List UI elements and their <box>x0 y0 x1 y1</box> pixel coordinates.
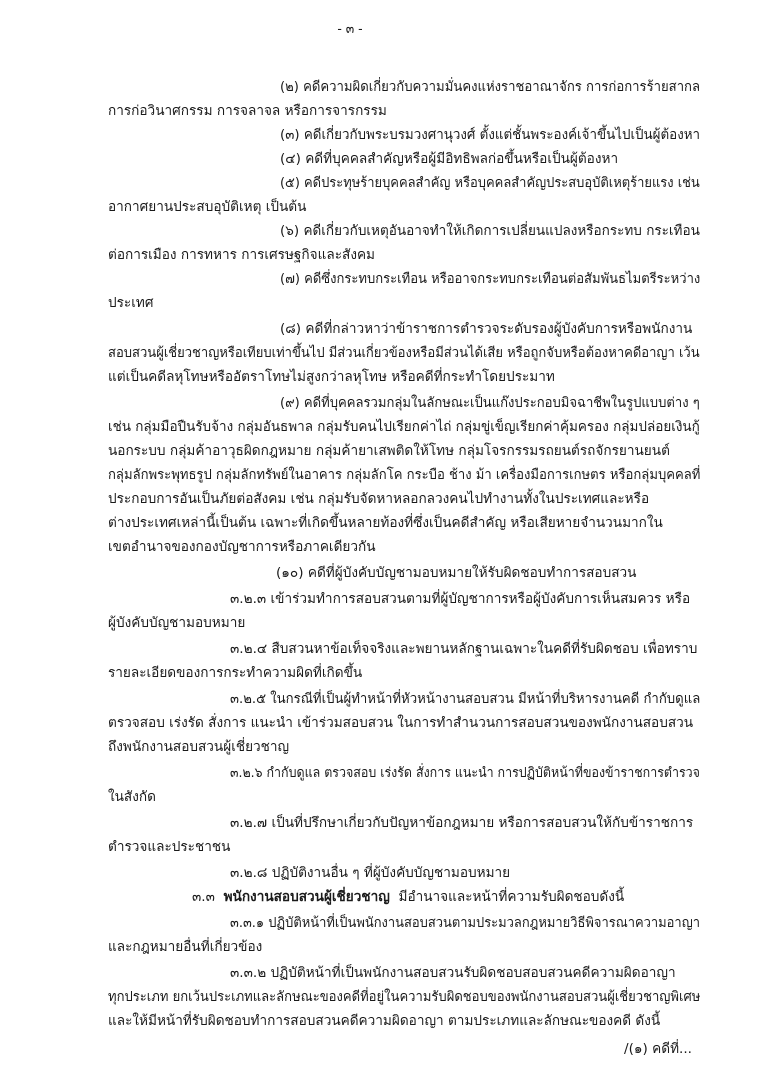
paragraph-line: ๓.๒.๘ ปฏิบัติงานอื่น ๆ ที่ผู้บังคับบัญชามอบหมาย <box>230 865 511 881</box>
section-title-rest: มีอำนาจและหน้าที่ความรับผิดชอบดังนี้ <box>398 889 625 905</box>
paragraph-line: ตำรวจและประชาชน <box>108 839 231 855</box>
paragraph-line: ต่างประเทศเหล่านี้เป็นต้น เฉพาะที่เกิดขึ้นหลายท้องที่ซึ่งเป็นคดีสำคัญ หรือเสียหายจำนวนมากใน <box>108 515 663 531</box>
section-number: ๓.๓ <box>192 889 215 905</box>
paragraph-line: ๓.๒.๓ เข้าร่วมทำการสอบสวนตามที่ผู้บัญชาการหรือผู้บังคับการเห็นสมควร หรือ <box>230 591 691 607</box>
paragraph-line: เขตอำนาจของกองบัญชาการหรือภาคเดียวกัน <box>108 539 376 555</box>
paragraph-line: อากาศยานประสบอุบัติเหตุ เป็นต้น <box>108 199 307 215</box>
paragraph-line: ทุกประเภท ยกเว้นประเภทและลักษณะของคดีที่อยู่ในความรับผิดชอบของพนักงานสอบสวนผู้เชี่ยวชาญพิเศษ <box>108 989 701 1005</box>
paragraph-line: ผู้บังคับบัญชามอบหมาย <box>108 615 246 631</box>
paragraph-line: การก่อวินาศกรรม การจลาจล หรือการจารกรรม <box>108 103 387 119</box>
paragraph-line: (๑๐) คดีที่ผู้บังคับบัญชามอบหมายให้รับผิดชอบทำการสอบสวน <box>276 565 637 581</box>
paragraph-line: ๓.๒.๖ กำกับดูแล ตรวจสอบ เร่งรัด สั่งการ แนะนำ การปฏิบัติหน้าที่ของข้าราชการตำรวจ <box>230 765 700 781</box>
paragraph-line: ๓.๒.๔ สืบสวนหาข้อเท็จจริงและพยานหลักฐานเฉพาะในคดีที่รับผิดชอบ เพื่อทราบ <box>230 641 698 657</box>
paragraph-line: ประเทศ <box>108 295 154 311</box>
paragraph-line: นอกระบบ กลุ่มค้าอาวุธผิดกฎหมาย กลุ่มค้ายาเสพติดให้โทษ กลุ่มโจรกรรมรถยนต์รถจักรยานยนต์ <box>108 443 670 459</box>
paragraph-line: (๕) คดีประทุษร้ายบุคคลสำคัญ หรือบุคคลสำคัญประสบอุบัติเหตุร้ายแรง เช่น <box>280 175 700 191</box>
paragraph-line: สอบสวนผู้เชี่ยวชาญหรือเทียบเท่าขึ้นไป มีส่วนเกี่ยวข้องหรือมีส่วนได้เสีย หรือถูกจับหรือต้องหาคดีอาญา เว้น <box>108 345 700 361</box>
paragraph-line: ประกอบการอันเป็นภัยต่อสังคม เช่น กลุ่มรับจัดหาหลอกลวงคนไปทำงานทั้งในประเทศและหรือ <box>108 491 650 507</box>
paragraph-line: ๓.๓.๑ ปฏิบัติหน้าที่เป็นพนักงานสอบสวนตามประมวลกฎหมายวิธีพิจารณาความอาญา <box>230 915 700 931</box>
paragraph-line: ถึงพนักงานสอบสวนผู้เชี่ยวชาญ <box>108 739 290 755</box>
paragraph-line: ในสังกัด <box>108 789 156 805</box>
paragraph-line: (๗) คดีซึ่งกระทบกระเทือน หรืออาจกระทบกระเทือนต่อสัมพันธไมตรีระหว่าง <box>280 271 701 287</box>
section-heading-3-3 <box>192 888 624 906</box>
page-number: - ๓ - <box>337 21 363 37</box>
paragraph-line: (๓) คดีเกี่ยวกับพระบรมวงศานุวงศ์ ตั้งแต่ชั้นพระองค์เจ้าขึ้นไปเป็นผู้ต้องหา <box>280 127 701 143</box>
paragraph-line: ๓.๒.๗ เป็นที่ปรึกษาเกี่ยวกับปัญหาข้อกฎหมาย หรือการสอบสวนให้กับข้าราชการ <box>230 815 694 831</box>
paragraph-line: (๔) คดีที่บุคคลสำคัญหรือผู้มีอิทธิพลก่อขึ้นหรือเป็นผู้ต้องหา <box>280 151 619 167</box>
paragraph-line: ๓.๒.๕ ในกรณีที่เป็นผู้ทำหน้าที่หัวหน้างานสอบสวน มีหน้าที่บริหารงานคดี กำกับดูแล <box>230 691 701 707</box>
paragraph-line: รายละเอียดของการกระทำความผิดที่เกิดขึ้น <box>108 665 363 681</box>
section-title: พนักงานสอบสวนผู้เชี่ยวชาญ <box>223 889 390 905</box>
paragraph-line: (๙) คดีที่บุคคลรวมกลุ่มในลักษณะเป็นแก๊งประกอบมิจฉาชีพในรูปแบบต่าง ๆ <box>280 395 700 411</box>
page-continuation: /(๑) คดีที่... <box>624 1041 692 1057</box>
paragraph-line: (๒) คดีความผิดเกี่ยวกับความมั่นคงแห่งราชอาณาจักร การก่อการร้ายสากล <box>280 79 701 95</box>
paragraph-line: (๖) คดีเกี่ยวกับเหตุอันอาจทำให้เกิดการเปลี่ยนแปลงหรือกระทบ กระเทือน <box>280 223 700 239</box>
paragraph-line: (๘) คดีที่กล่าวหาว่าข้าราชการตำรวจระดับรองผู้บังคับการหรือพนักงาน <box>280 321 693 337</box>
paragraph-line: ๓.๓.๒ ปฏิบัติหน้าที่เป็นพนักงานสอบสวนรับผิดชอบสอบสวนคดีความผิดอาญา <box>230 965 676 981</box>
paragraph-line: แต่เป็นคดีลหุโทษหรืออัตราโทษไม่สูงกว่าลหุโทษ หรือคดีที่กระทำโดยประมาท <box>108 369 555 385</box>
paragraph-line: ตรวจสอบ เร่งรัด สั่งการ แนะนำ เข้าร่วมสอบสวน ในการทำสำนวนการสอบสวนของพนักงานสอบสวน <box>108 715 694 731</box>
paragraph-line: และให้มีหน้าที่รับผิดชอบทำการสอบสวนคดีความผิดอาญา ตามประเภทและลักษณะของคดี ดังนี้ <box>108 1013 661 1029</box>
paragraph-line: และกฎหมายอื่นที่เกี่ยวข้อง <box>108 939 263 955</box>
paragraph-line: เช่น กลุ่มมือปืนรับจ้าง กลุ่มอันธพาล กลุ่มรับคนไปเรียกค่าไถ่ กลุ่มขู่เข็ญเรียกค่าคุ้มครอง กลุ่มปล่อยเงินกู้ <box>108 419 700 435</box>
paragraph-line: กลุ่มลักพระพุทธรูป กลุ่มลักทรัพย์ในอาคาร กลุ่มลักโค กระบือ ช้าง ม้า เครื่องมือการเกษตร หรือกลุ่มบุคคลที่ <box>108 467 701 483</box>
paragraph-line: ต่อการเมือง การทหาร การเศรษฐกิจและสังคม <box>108 247 376 263</box>
